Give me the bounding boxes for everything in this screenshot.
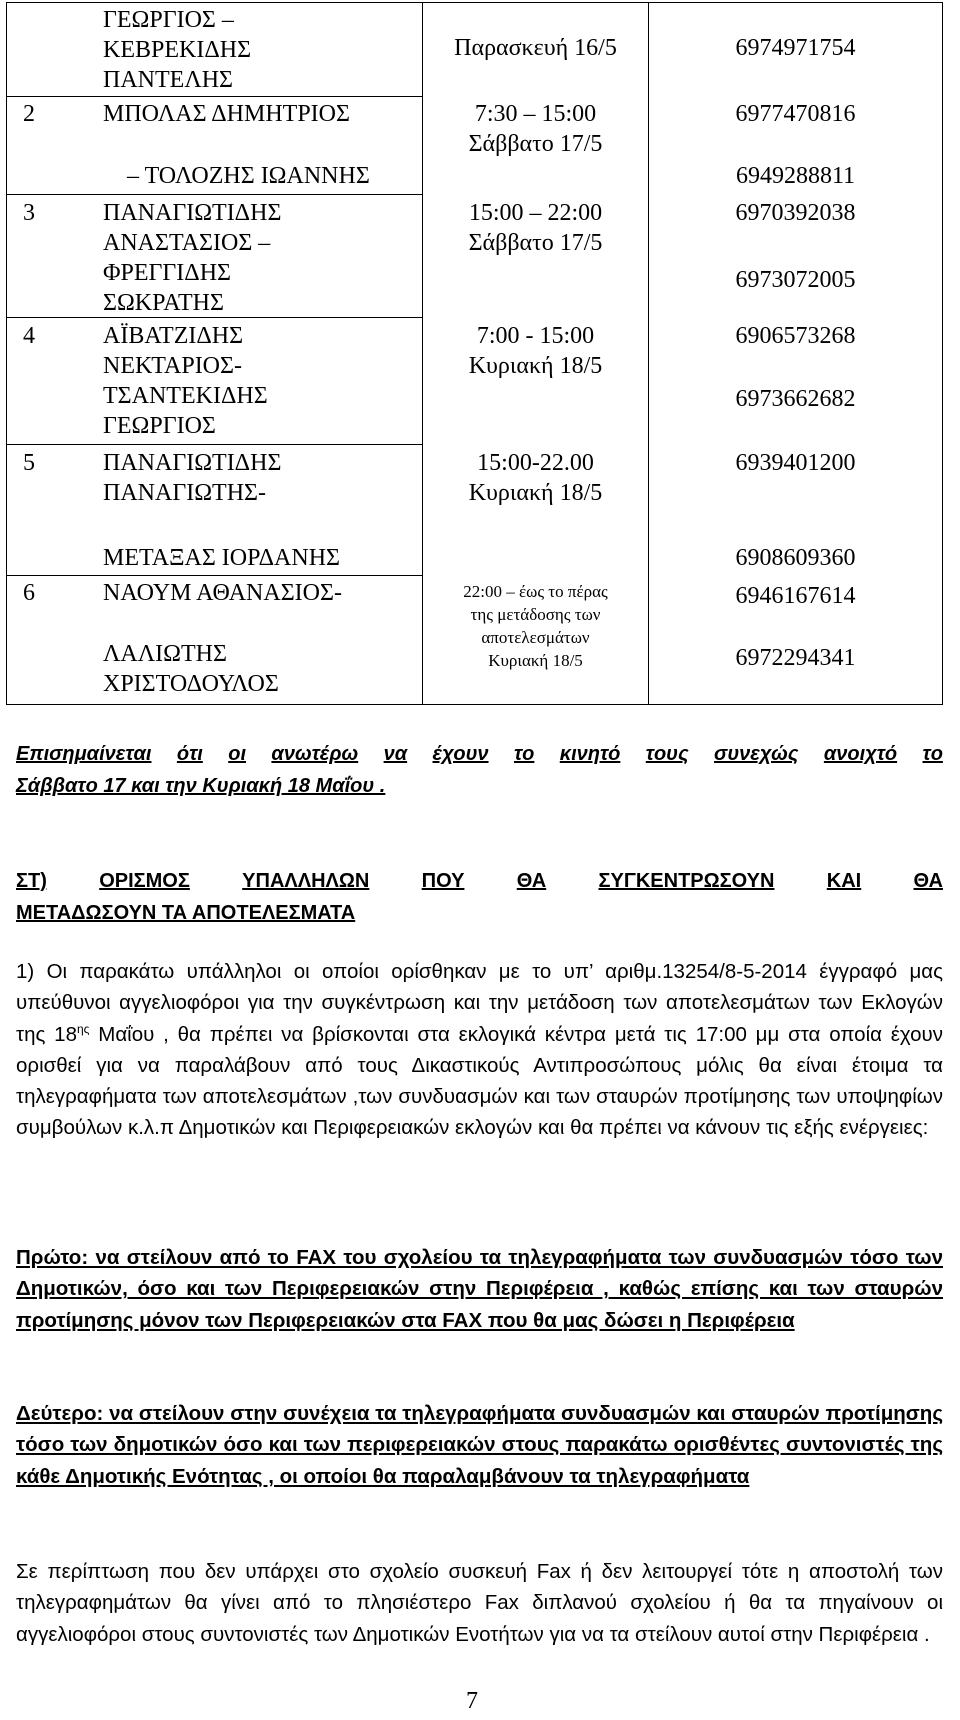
name-cell: ΓΕΩΡΓΙΟΣ – [103,7,234,33]
table-row-divider [7,444,422,445]
name-cell: ΠΑΝΑΓΙΩΤΙΔΗΣ [103,200,282,226]
time-cell: Παρασκευή 16/5 [454,35,617,61]
name-cell: ΧΡΙΣΤΟΔΟΥΛΟΣ [103,671,279,697]
time-cell: 7:30 – 15:00 [474,101,597,127]
section-title-line-2: ΜΕΤΑΔΩΣΟΥΝ ΤΑ ΑΠΟΤΕΛΕΣΜΑΤΑ [16,902,356,924]
phone-cell: 6974971754 [735,35,856,61]
phone-cell: 6939401200 [735,450,856,476]
section-title [16,865,943,929]
second-step-paragraph: Δεύτερο: να στείλουν στην συνέχεια τα τηλεγραφήματα συνδυασμών και σταυρών προτίμησης τόσο των δημοτικών όσο και των περιφερειακών στους παρακάτω ορισθέντες συντονιστές της κάθε Δημοτικής Ενότητας , οι οποίοι θα παραλαμβάνουν τα τηλεγραφήματα [16,1402,943,1488]
name-cell: ΑΝΑΣΤΑΣΙΟΣ – [103,230,271,256]
row-number: 6 [23,580,35,606]
name-cell: ΠΑΝΑΓΙΩΤΗΣ- [103,480,266,506]
name-cell: ΓΕΩΡΓΙΟΣ [103,413,216,439]
time-cell: Κυριακή 18/5 [488,651,583,670]
notice-line-1: Επισημαίνεται ότι οι ανωτέρω να έχουν το κινητό τους συνεχώς ανοιχτό το [16,743,943,765]
section-title-line-1: ΣΤ) ΟΡΙΣΜΟΣ ΥΠΑΛΛΗΛΩΝ ΠΟΥ ΘΑ ΣΥΓΚΕΝΤΡΩΣΟΥΝ ΚΑΙ ΘΑ [16,870,943,892]
name-cell: ΠΑΝΤΕΛΗΣ [103,67,234,93]
time-cell: Κυριακή 18/5 [468,353,603,379]
name-cell: ΑΪΒΑΤΖΙΔΗΣ [103,323,244,349]
phone-cell: 6977470816 [735,101,856,127]
name-cell: – ΤΟΛΟΖΗΣ ΙΩΑΝΝΗΣ [127,163,370,189]
page-number: 7 [466,1688,478,1714]
time-cell: Κυριακή 18/5 [468,480,603,506]
name-cell: ΣΩΚΡΑΤΗΣ [103,290,224,316]
time-cell: 15:00-22.00 [477,450,594,476]
time-cell: αποτελεσμάτων [481,628,590,647]
phone-cell: 6908609360 [735,545,856,571]
name-cell: ΝΕΚΤΑΡΙΟΣ- [103,353,242,379]
row-number: 4 [23,323,35,349]
phone-cell: 6970392038 [735,200,856,226]
notice-paragraph [16,738,943,802]
name-cell: ΛΑΛΙΩΤΗΣ [103,641,227,667]
name-cell: ΦΡΕΓΓΙΔΗΣ [103,260,232,286]
name-cell: ΚΕΒΡΕΚΙΔΗΣ [103,37,252,63]
phone-cell: 6973662682 [735,386,856,412]
instructions-paragraph: 1) Οι παρακάτω υπάλληλοι οι οποίοι ορίσθηκαν με το υπ’ αριθμ.13254/8-5-2014 έγγραφό μας υπεύθυνοι αγγελιοφόροι για την συγκέντρωση και την μετάδοση των αποτελεσμάτων των Εκλογών της $18^{\eta\varsigma}$ Μαΐου , θα πρέπει να βρίσκονται στα εκλογικά κέντρα μετά τις 17:00 μμ στα οποία έχουν ορισθεί για να παραλάβουν από τους Δικαστικούς Αντιπροσώπους μόλις θα είναι έτοιμα τα τηλεγραφήματα των αποτελεσμάτων ,των συνδυασμών και των σταυρών προτίμησης των υποψηφίων συμβούλων κ.λ.π Δημοτικών και Περιφερειακών εκλογών και θα πρέπει να κάνουν τις εξής ενέργειες: [16,960,943,1140]
name-cell: ΜΠΟΛΑΣ ΔΗΜΗΤΡΙΟΣ [103,101,350,127]
first-step-paragraph: Πρώτο: να στείλουν από το FAX του σχολείου τα τηλεγραφήματα των συνδυασμών τόσο των Δημοτικών, όσο και των Περιφερειακών στην Περιφέρεια , καθώς επίσης και των σταυρών προτίμησης μόνον των Περιφερειακών στα FAX που θα μας δώσει η Περιφέρεια [16,1246,943,1332]
table-row-divider [7,194,422,195]
notice-line-2: Σάββατο 17 και την Κυριακή 18 Μαΐου . [16,775,386,797]
time-cell: της μετάδοσης των [470,605,601,624]
time-cell: 22:00 – έως το πέρας [463,582,608,601]
phone-cell: 6906573268 [735,323,856,349]
time-cell: Σάββατο 17/5 [468,230,603,256]
table-row-divider [7,575,422,576]
row-number: 2 [23,101,35,127]
name-cell: ΜΕΤΑΞΑΣ ΙΟΡΔΑΝΗΣ [103,545,340,571]
time-cell: 15:00 – 22:00 [468,200,603,226]
fallback-paragraph: Σε περίπτωση που δεν υπάρχει στο σχολείο συσκευή Fax ή δεν λειτουργεί τότε η αποστολή των τηλεγραφημάτων θα γίνει από το πλησιέστερο Fax διπλανού σχολείου ή θα τα πηγαίνουν οι αγγελιοφόροι στους συντονιστές των Δημοτικών Ενοτήτων για να τα στείλουν αυτοί στην Περιφέρεια . [16,1560,943,1646]
assignments-table [6,2,943,705]
time-cell: Σάββατο 17/5 [468,131,603,157]
table-row-divider [7,96,422,97]
row-number: 3 [23,200,35,226]
time-cell: 7:00 - 15:00 [476,323,595,349]
name-cell: ΤΣΑΝΤΕΚΙΔΗΣ [103,383,268,409]
name-cell: ΝΑΟΥΜ ΑΘΑΝΑΣΙΟΣ- [103,580,342,606]
name-cell: ΠΑΝΑΓΙΩΤΙΔΗΣ [103,450,282,476]
phone-cell: 6972294341 [735,645,856,671]
phone-cell: 6949288811 [735,163,856,189]
row-number: 5 [23,450,35,476]
phone-cell: 6973072005 [735,267,856,293]
phone-cell: 6946167614 [735,583,856,609]
